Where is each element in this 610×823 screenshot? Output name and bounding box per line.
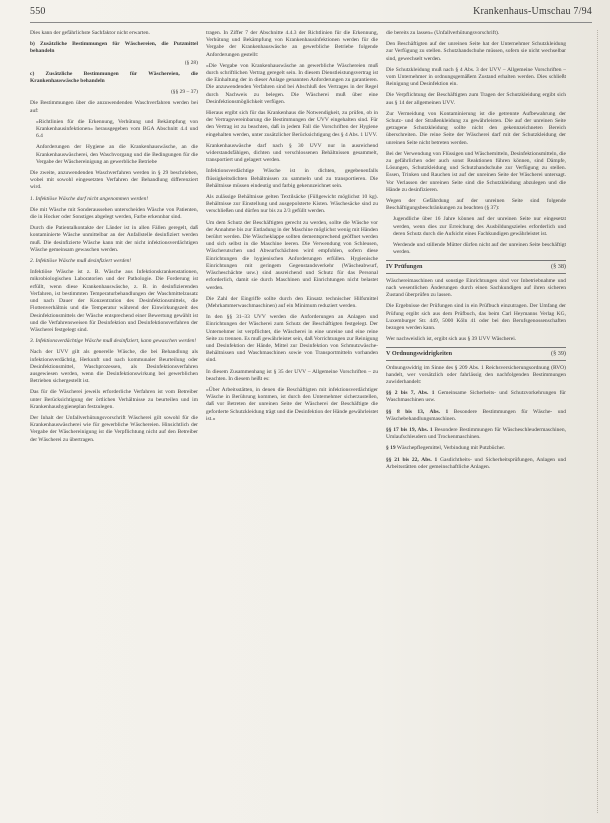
body-paragraph: die bereits zu lassen« (Unfallverhütungsvorschrift). <box>386 30 500 36</box>
body-paragraph: Infektionsverdächtige Wäsche ist in dichten, gegebenenfalls flüssigkeitsdichten Behältnissen zu sammeln und zu transportieren. Die Behältnisse müssen eindeutig und farbig gekennzeichnet sein. <box>206 168 378 189</box>
body-paragraph: Nach der UVV gilt als generelle Wäsche, die bei Behandlung als infektionsverdächtig, Herkunft und nach kommunaler Beurteilung oder Desinfektionsmittel, Waschprozessen, als Desinfektionsverfahren ausgewiesen werden, wenn die Desinfektionswirkung bei gewerblichen Betrieben sichergestellt ist. <box>30 349 198 385</box>
bullet-item: • Werdende und stillende Mütter dürfen nicht auf der unreinen Seite beschäftigt werden. <box>393 242 566 256</box>
regulation-ref: §§ 17 bis 19, Abs. 1 <box>386 426 433 433</box>
text-column-3 <box>386 30 566 813</box>
bullet-list <box>386 216 566 238</box>
subsection-heading: c) Zusätzliche Bestimmungen für Wäschereien, die Krankenhauswäsche behandeln <box>30 70 198 85</box>
body-paragraph: »Die Vergabe von Krankenhauswäsche an gewerbliche Wäschereien muß durch schriftlichen Vertrag geregelt sein. In diesem Dienstleistungsvertrag ist die Einhaltung der in dieser Anlage genannten Anforderungen zu garantieren. Die anzuwendenden Verfahren sind bei Abschluß des Vertrages in der Regel durch Nachweis zu belegen. Die Wäscherei muß über eine Desinfektionsmöglichkeit verfügen. <box>206 62 378 105</box>
rule-heading: 1. Infektiöse Wäsche darf nicht angenommen werden! <box>30 195 149 202</box>
body-paragraph: Wäschereimaschinen und sonstige Einrichtungen sind vor Inbetriebnahme und nach wesentlichen Änderungen durch einen Sachkundigen auf ihren sicheren Zustand überprüfen zu lassen. <box>386 277 566 299</box>
regulation-item <box>386 427 566 441</box>
body-paragraph: Das für die Wäscherei jeweils erforderliche Verfahren ist vom Betreiber unter Berücksichtigung der örtlichen Verhältnisse zu beurteilen und im Krankenhaushygieneplan festzulegen. <box>30 389 198 410</box>
quoted-paragraph: Anforderungen der Hygiene an die Krankenhauswäsche, an die Krankenhauswäscherei, den Waschvorgang und die Bedingungen für die Vergabe der Wäschereinigung an gewerbliche Betriebe <box>36 144 198 165</box>
section-title: V Ordnungswidrigkeiten <box>386 350 453 358</box>
regulation-ref: § 19 <box>386 445 396 452</box>
body-paragraph: Die mit Wäsche mit Sonderaussehen unterscheiden Wäsche von Patienten, die in Hocker oder Sonstiges abgelegt werden, Farbe erkennbar sind. <box>30 206 198 221</box>
body-paragraph: Durch die Patientalkontakte der Länder ist in allen Fällen geregelt, daß kontaminierte Wäsche unmittelbar an der Anfallstelle desinfiziert werden muß. Die desinfizierte Wäsche kann mit der nicht infektionsverdächtigen Wäsche gemeinsam gewaschen werden. <box>30 225 198 253</box>
body-paragraph: In diesem Zusammenhang ist § 35 der UVV – Allgemeine Vorschriften – zu beachten. In diesem heißt es: <box>206 368 378 382</box>
body-paragraph: tragen. In Ziffer 7 der Abschnitte 4.4.3 der Richtlinien für die Erkennung, Verhütung und Bekämpfung von Krankenhausinfektionen werden für die Vergabe der Krankenhauswäsche an gewerbliche Betriebe folgende Anforderungen gestellt: <box>206 30 378 58</box>
bullet-list <box>386 242 566 256</box>
body-paragraph: Die Zahl der Eingriffe sollte durch den Einsatz technischer Hilfsmittel (Mehrkammerwaschmaschinen) auf ein Minimum reduziert werden. <box>206 295 378 309</box>
body-paragraph: Hieraus ergibt sich für das Krankenhaus die Notwendigkeit, zu prüfen, ob in der Vertragsvereinbarung die Bestimmungen der UVV eingehalten sind. Für den Vertrag ist zu beachten, daß in jedem Fall die Vorschriften der Hygiene eingehalten werden, unter zusätzlicher Berücksichtigung des § 4 Abs. 1 UVV. <box>206 110 378 138</box>
regulation-item <box>386 445 566 452</box>
page-header <box>30 6 592 22</box>
regulation-text: Gemeinsame Sicherheits- und Schutzvorkehrungen für Waschmaschinen usw. <box>386 390 566 404</box>
body-paragraph: Wer nachweislich ist, ergibt sich aus § 39 UVV Wäscherei. <box>386 336 517 343</box>
regulation-text: Wäschepflegemittel, Verbindung mit Putzbücher. <box>396 445 506 452</box>
body-paragraph: Die Schutzkleidung muß nach § 4 Abs. 3 der UVV – Allgemeine Vorschriften – vom Unternehmer in ordnungsgemäßem Zustand erhalten werden. Dies schließt Reinigung und Desinfektion ein. <box>386 66 566 88</box>
header-rule <box>30 22 592 23</box>
regulation-item <box>386 390 566 404</box>
quoted-paragraph: »Richtlinien für die Erkennung, Verhütung und Bekämpfung von Krankenhausinfektionen« herausgegeben vom BGA Abschnitt 4.4 und 6.4 <box>36 118 198 140</box>
body-paragraph: Infektiöse Wäsche ist z. B. Wäsche aus Infektionskrankenstationen, mikrobiologischen Laboratorien und der Pathologie. Die Forderung ist erfüllt, wenn diese Krankenhauswäsche, z. B. in desinfizierenden Verfahren, ist bestimmten Temperaturbehandlungen der Waschmittelzusatz und nach Dauer der Konzentration des Desinfektionsmittels, die Flottenverhältnis und die Temperatur während der Einwirkungszeit des Desinfektionsmittels der Wäsche entsprechend einer Bewertung gewählt ist und die Verfahrensweisen für Desinfektion und Desinfektionsverfahren der Wäscherei festgelegt sind. <box>30 269 198 333</box>
body-paragraph: Um dem Schutz der Beschäftigten gerecht zu werden, sollte die Wäsche vor der Annahme bis zur Entladung in der Maschine möglichst wenig mit Händen berührt werden. Die Wäscheklappe sollten dementsprechend geöffnet werden und sich selbst in die Maschine leeren. Die Verwendung von Schleusen, Wäscherutschen und Abwurfschächten wird empfohlen, sofern diese Einrichtungen die hygienischen Anforderungen erfüllen. Hygienische Einrichtungen mit geringem Gegenstandsverkehr (Wäscheabwurf, Wäscheschächte usw.) sind ausreichend und Schutz für das Personal erforderlich, damit sie durch Maschinen und Einrichtungen nicht belastet werden. <box>206 219 378 291</box>
body-paragraph: In den §§ 31–33 UVV werden die Anforderungen an Anlagen und Einrichtungen der Wäscherei zum Schutz der Beschäftigten festgelegt. Der Unternehmer ist verpflichtet, die Wäscherei in eine unreine und eine reine Seite zu trennen. Es muß gewährleistet sein, daß Vorrichtungen zur Reinigung und Desinfektion der Hände, Mittel zur Desinfektion von Schmutzwäsche-Behältnissen und Waschmaschinen sowie von Transportmitteln vorhanden sind. <box>206 314 378 364</box>
paragraph-ref: (§§ 29 – 37) <box>170 89 198 96</box>
section-title: IV Prüfungen <box>386 263 423 271</box>
body-paragraph: Als zulässige Behältnisse gelten Textilsäcke (Füllgewicht möglichst 10 kg). Behältnisse zur Einstellung und ausgepolsterte Kisten. Wäschesäcke sind zu verschließen und dürfen nur bis zu 2/3 gefüllt werden. <box>206 194 378 215</box>
regulation-text: Gasdichtheits- und Sicherheitsprüfungen, Anlagen und Arbeitsstätten oder gemeinschaftliche Anlagen. <box>386 456 566 470</box>
body-paragraph: Den Beschäftigten auf der unreinen Seite hat der Unternehmer Schutzkleidung zur Verfügung zu stellen. Schutzhandschuhe müssen, sofern sie nicht wechselbar sind, gewechselt werden. <box>386 41 566 62</box>
body-paragraph: Der Inhalt der Unfallverhütungsvorschrift Wäscherei gilt sowohl für die Krankenhauswäscherei wie für gewerbliche Wäschereien. Hinsichtlich der Vergabe der Wäschereinigung ist die Verpflichtung nicht auf den Betreiber der Wäscherei zu übertragen. <box>30 414 198 443</box>
rule-heading: 2. Infektiöse Wäsche muß desinfiziert werden! <box>30 258 132 265</box>
regulation-text: Besondere Bestimmungen für Wäscheschleudermaschinen, Umlaufschleudern und Trockenmaschinen. <box>386 426 566 441</box>
body-paragraph: Die zweite, anzuwendenden Waschverfahren werden in § 29 beschrieben, wobei mit sowohl eingesetzten Verfahren der Behandlung differenziert wird. <box>30 170 198 191</box>
section-heading <box>386 347 566 360</box>
page-edge <box>597 30 608 813</box>
section-ref: (§ 38) <box>551 263 566 271</box>
paragraph-ref: (§ 28) <box>184 59 198 66</box>
regulation-item <box>386 457 566 471</box>
body-paragraph: Krankenhauswäsche darf nach § 30 UVV nur in ausreichend widerstandsfähigen, dichten und verschlossenen Behältnissen gesammelt, transportiert und gelagert werden. <box>206 142 378 164</box>
page-number: 550 <box>30 6 46 17</box>
body-paragraph: Die Verpflichtung der Beschäftigten zum Tragen der Schutzkleidung ergibt sich aus § 14 der allgemeinen UVV. <box>386 92 566 106</box>
rule-heading: 3. Infektionsverdächtige Wäsche muß desinfiziert, kann gewaschen werden! <box>30 338 197 345</box>
regulation-text: Besondere Bestimmungen für Wäsche- und Wäschebehandlungsmaschinen. <box>386 408 566 422</box>
text-column-2 <box>206 30 378 813</box>
body-paragraph: Die Bestimmungen über die anzuwendenden Waschverfahren werden bei auf: <box>30 100 198 114</box>
section-heading <box>386 260 566 273</box>
bullet-item: • Jugendliche über 16 Jahre können auf der unreinen Seite nur eingesetzt werden, wenn dies zur Erreichung des Ausbildungszieles erforderlich und deren Schutz durch die Aufsicht eines Fachkundigen gewährleistet ist. <box>393 216 566 238</box>
body-paragraph: Wegen der Gefährdung auf der unreinen Seite sind folgende Beschäftigungsbeschränkungen zu beachten (§ 37): <box>386 198 566 212</box>
regulation-ref: §§ 8 bis 13, Abs. 1 <box>386 408 449 415</box>
body-paragraph: Die Ergebnisse der Prüfungen sind in ein Prüfbuch einzutragen. Der Umfang der Prüfung ergibt sich aus dem Prüfbuch, das beim Carl Heymanns Verlag KG, Luxemburger Str. 449, 5000 Köln 41 oder bei den Berufsgenossenschaften bezogen werden kann. <box>386 303 566 331</box>
text-column-1 <box>30 30 198 813</box>
regulation-ref: §§ 2 bis 7, Abs. 1 <box>386 390 435 397</box>
body-paragraph: Ordnungswidrig im Sinne des § 209 Abs. 1 Reichsversicherungsordnung (RVO) handelt, wer vorsätzlich oder fahrlässig den nachfolgenden Bestimmungen zuwiderhandelt: <box>386 364 566 385</box>
subsection-heading: b) Zusätzliche Bestimmungen für Wäschereien, die Putzmittel behandeln <box>30 41 198 55</box>
regulation-item <box>386 409 566 423</box>
body-paragraph: Bei der Verwendung von Flüssigen und Wäschemitteln, Desinfektionsmitteln, die zu gefährlichen oder auch sonst Reaktionen führen können, sind Dämpfe, Lösungen, Schutzkleidung und Schutzhandschuhe zur Verfügung zu stellen. Essen, Trinken und Rauchen ist auf der unreinen Seite der Wäscherei untersagt. Vor Verlassen der unreinen Seite sind die Schutzkleidung abzulegen und die Hände zu desinfizieren. <box>386 150 566 193</box>
body-paragraph: »Über Arbeitsstätten, in denen die Beschäftigten mit infektionsverdächtiger Wäsche in Berührung kommen, ist durch den Unternehmer sicherzustellen, daß vor Betreten der unreinen Seite der Wäscherei der Beschäftigte die geforderte Schutzkleidung trägt und die Desinfektion der Hände gewährleistet ist.« <box>206 386 378 422</box>
body-paragraph: Dies kann der gefährlichste Sachfaktor nicht erwarten. <box>30 30 150 36</box>
section-ref: (§ 39) <box>551 350 566 358</box>
running-title: Krankenhaus-Umschau 7/94 <box>473 6 592 17</box>
body-paragraph: Zur Vermeidung von Kontaminierung ist die getrennte Aufbewahrung der Schutz- und der Straßenkleidung zu gewährleisten. Die auf der unreinen Seite getragene Schutzkleidung sollte nicht den gekennzeichneten Bereich überschreiten. Die reine Seite der Wäscherei darf mit der Schutzkleidung der unreinen Seite nicht betreten werden. <box>386 110 566 146</box>
regulation-ref: §§ 21 bis 22, Abs. 1 <box>386 456 438 463</box>
